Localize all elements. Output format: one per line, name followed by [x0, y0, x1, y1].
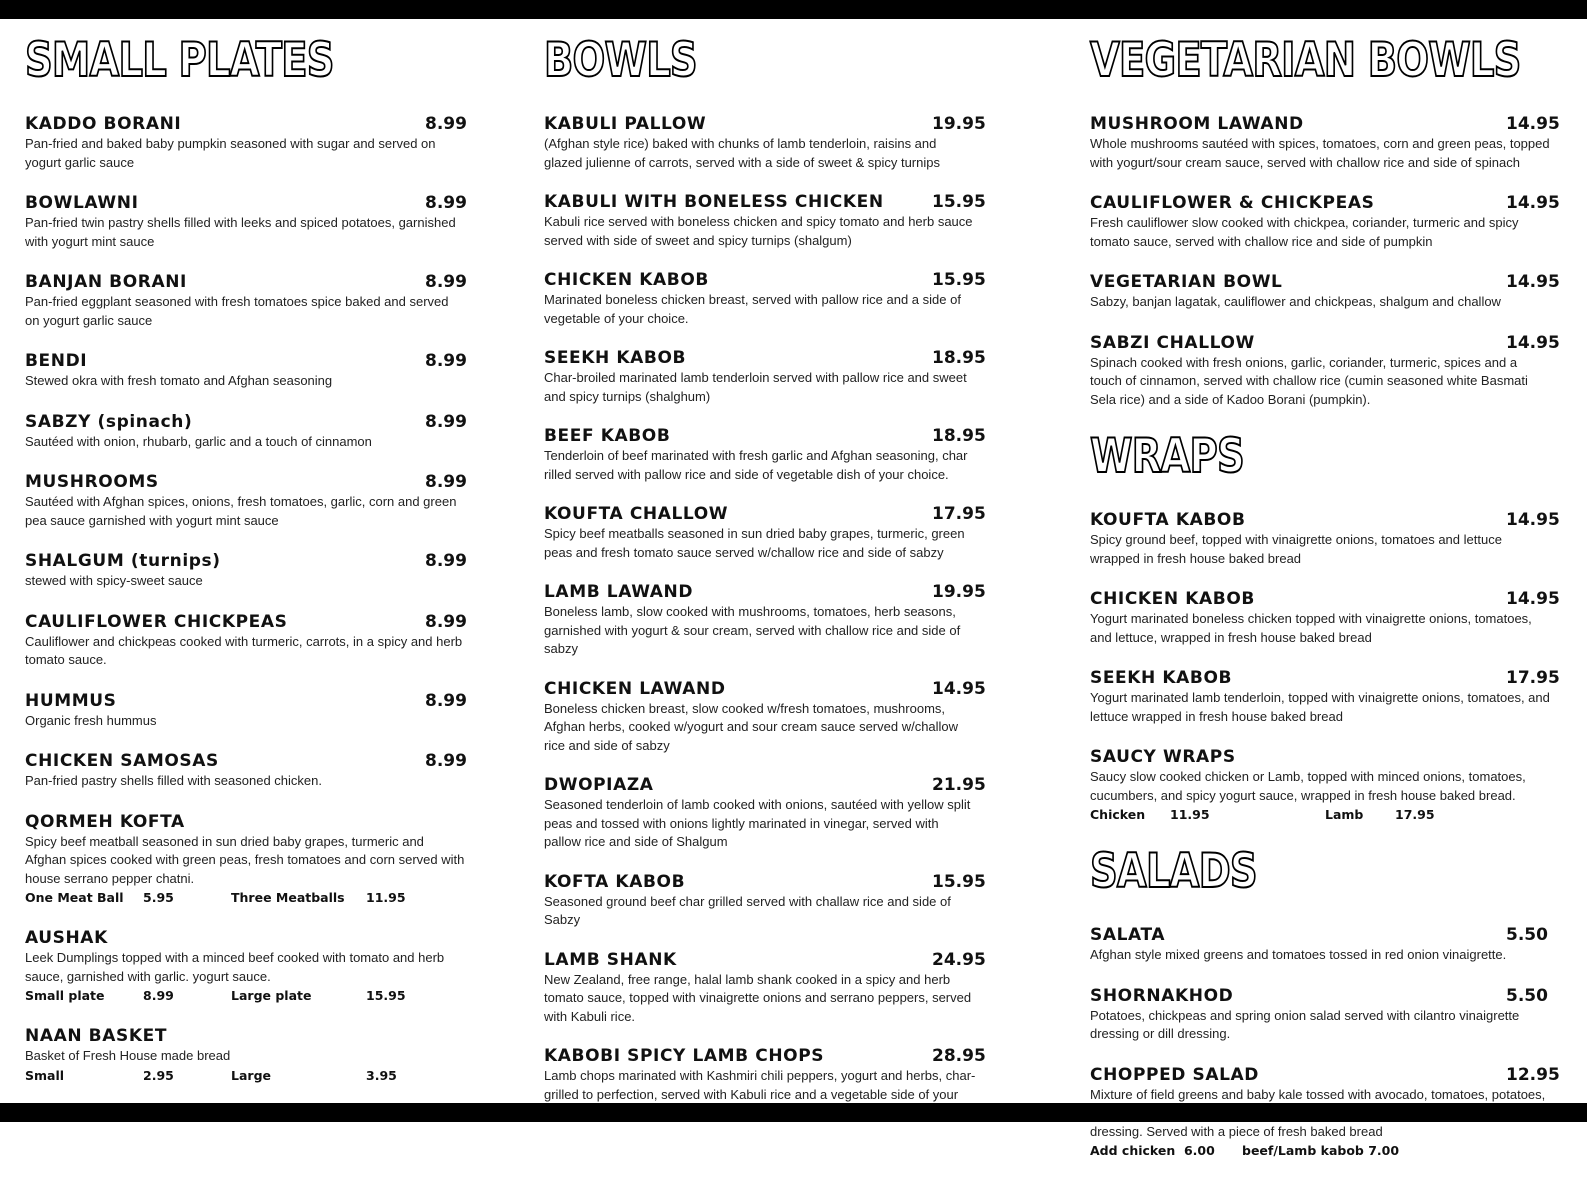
menu-item-header [25, 928, 495, 948]
menu-item [25, 412, 495, 452]
menu-item-price: 18.95 [932, 426, 986, 446]
menu-item-price: 14.95 [1506, 272, 1560, 292]
menu-item-header [544, 775, 994, 795]
menu-item-name: KABULI WITH BONELESS CHICKEN [544, 192, 884, 212]
menu-item-name: CAULIFLOWER CHICKPEAS [25, 611, 288, 632]
menu-item-header [25, 412, 495, 432]
menu-item-header [1090, 333, 1560, 353]
menu-item [1090, 747, 1560, 824]
menu-item-header [544, 582, 994, 602]
menu-item-name: BANJAN BORANI [25, 272, 187, 292]
menu-item-name: MUSHROOMS [25, 472, 159, 492]
menu-item [25, 691, 495, 731]
menu-item-description: Leek Dumplings topped with a minced beef cooked with tomato and herb sauce, garnished with garlic. yogurt sauce. [25, 950, 445, 984]
menu-item-description: stewed with spicy-sweet sauce [25, 573, 203, 588]
menu-item-description: Spicy ground beef, topped with vinaigrette onions, tomatoes and lettuce wrapped in fresh house baked bread [1090, 532, 1502, 566]
menu-item-description: Boneless chicken breast, slow cooked w/fresh tomatoes, mushrooms, Afghan herbs, cooked w/yogurt and sour cream sauce served w/challow rice and side of sabzy [544, 700, 959, 753]
menu-item-name: CHICKEN KABOB [1090, 589, 1255, 609]
menu-item-price: 19.95 [932, 114, 986, 134]
menu-item-description: Stewed okra with fresh tomato and Afghan seasoning [25, 373, 333, 388]
menu-item-header [544, 114, 994, 134]
menu-item-name: SAUCY WRAPS [1090, 747, 1236, 767]
menu-item-description: Afghan style mixed greens and tomatoes tossed in red onion vinaigrette. [1090, 947, 1507, 962]
menu-item-name: KADDO BORANI [25, 114, 182, 134]
menu-item-price: 8.99 [425, 272, 467, 292]
menu-item-name: KOUFTA KABOB [1090, 510, 1246, 530]
menu-item-price: 8.99 [425, 351, 467, 371]
menu-item [1090, 272, 1560, 312]
menu-item-description: Lamb chops marinated with Kashmiri chili peppers, yogurt and herbs, char-grilled to perfection, served with Kabuli rice and a vegetable side of your [544, 1068, 976, 1102]
menu-item-price: 19.95 [932, 582, 986, 602]
menu-item [544, 872, 994, 930]
wraps-list [1090, 510, 1560, 824]
menu-item-header [544, 872, 994, 892]
menu-item-price: 15.95 [932, 270, 986, 290]
menu-item [25, 272, 495, 330]
menu-item-description: Seasoned tenderloin of lamb cooked with onions, sautéed with yellow split peas and tossed with onions lightly marinated in vinegar, served with pallow rice and side of Shalgum [544, 797, 971, 849]
menu-item-addons [1090, 1142, 1560, 1160]
menu-item-price: 14.95 [932, 678, 986, 699]
menu-item-price: 8.99 [425, 193, 467, 213]
menu-item-header [1090, 668, 1560, 688]
menu-item-description: Tenderloin of beef marinated with fresh garlic and Afghan seasoning, char rilled served with pallow rice and side of vegetable dish of your choice. [544, 448, 968, 482]
option-label: One Meat Ball [25, 890, 124, 905]
menu-item-header [25, 812, 495, 832]
option-label: Small plate [25, 988, 105, 1003]
menu-item-header [1090, 510, 1560, 530]
menu-item-description: Marinated boneless chicken breast, served with pallow rice and a side of vegetable of your choice. [544, 292, 961, 326]
menu-item-description: (Afghan style rice) baked with chunks of lamb tenderloin, raisins and glazed julienne of carrots, served with a side of sweet & spicy turnips [544, 136, 940, 170]
menu-item-header [544, 950, 994, 970]
menu-item-name: KABOBI SPICY LAMB CHOPS [544, 1046, 825, 1066]
menu-item-description: Sabzy, banjan lagatak, cauliflower and chickpeas, shalgum and challow [1090, 294, 1501, 309]
option-price: 17.95 [1395, 807, 1435, 822]
menu-item [1090, 925, 1560, 965]
menu-item-description: Seasoned ground beef char grilled served with challaw rice and side of Sabzy [544, 893, 951, 927]
menu-item [544, 950, 994, 1027]
menu-item-name: CHOPPED SALAD [1090, 1064, 1260, 1085]
menu-item-name: KABULI PALLOW [544, 114, 707, 134]
menu-item [1090, 510, 1560, 568]
top-border-bar [0, 0, 1587, 19]
menu-item [544, 270, 994, 328]
menu-item-description: Basket of Fresh House made bread [25, 1048, 231, 1063]
menu-item-header [544, 426, 994, 446]
option-price: 8.99 [143, 988, 174, 1003]
menu-item-header [25, 551, 495, 571]
addon-option: beef/Lamb kabob 7.00 [1242, 1143, 1400, 1158]
menu-item [1090, 668, 1560, 726]
menu-item-name: AUSHAK [25, 928, 108, 948]
wraps-heading: WRAPS [1090, 429, 1244, 484]
menu-item-price: 15.95 [932, 192, 986, 212]
menu-item [25, 812, 495, 908]
option-label: Large plate [231, 988, 312, 1003]
menu-item-description: Spicy beef meatball seasoned in sun dried baby grapes, turmeric and Afghan spices cooked with green peas, fresh tomatoes and corn served with house serrano pepper chatni. [25, 833, 465, 886]
small-plates-column [25, 34, 495, 1106]
menu-item [25, 193, 495, 251]
salads-list [1090, 925, 1560, 1160]
menu-item-price: 18.95 [932, 348, 986, 368]
option-price: 3.95 [366, 1067, 397, 1083]
bottom-border-bar [0, 1103, 1587, 1122]
menu-item-description: Organic fresh hummus [25, 712, 157, 728]
menu-item [544, 426, 994, 484]
menu-item [544, 114, 994, 172]
menu-item-size-options [25, 889, 495, 907]
menu-item-price: 8.99 [425, 411, 467, 432]
menu-item-name: CHICKEN KABOB [544, 270, 709, 290]
menu-item-description: New Zealand, free range, halal lamb shank cooked in a spicy and herb tomato sauce, topped with vinaigrette onions and serrano peppers, served with Kabuli rice. [544, 971, 972, 1024]
menu-item [25, 551, 495, 591]
menu-item-header [544, 1046, 994, 1066]
menu-item-price: 24.95 [932, 949, 986, 970]
option-label: Lamb [1325, 807, 1364, 822]
menu-item-name: CHICKEN LAWAND [544, 678, 726, 699]
menu-item-header [25, 612, 495, 632]
menu-item-price: 17.95 [932, 504, 986, 524]
menu-item-name: HUMMUS [25, 690, 117, 711]
menu-item-name: SEEKH KABOB [1090, 668, 1233, 688]
menu-item-price: 8.99 [425, 611, 467, 632]
option-price: 11.95 [366, 890, 406, 905]
option-label: Three Meatballs [231, 890, 345, 905]
bowls-list [544, 114, 994, 1123]
menu-item [25, 114, 495, 172]
menu-item-price: 5.50 [1506, 985, 1548, 1006]
vegetarian-bowls-list [1090, 114, 1560, 409]
menu-item-price: 8.99 [425, 551, 467, 571]
option-price: 5.95 [143, 890, 174, 905]
menu-item-name: SHORNAKHOD [1090, 985, 1234, 1006]
menu-item [544, 582, 994, 659]
menu-item-header [1090, 925, 1560, 945]
menu-item-name: BOWLAWNI [25, 193, 139, 213]
menu-item-price: 14.95 [1506, 510, 1560, 530]
menu-item-price: 17.95 [1506, 668, 1560, 688]
menu-item-name: SEEKH KABOB [544, 348, 687, 368]
option-price: 15.95 [366, 988, 406, 1003]
menu-item [25, 928, 495, 1005]
menu-item-size-options [25, 987, 495, 1005]
menu-item-price: 8.99 [425, 751, 467, 771]
menu-item-name: VEGETARIAN BOWL [1090, 272, 1283, 292]
menu-item-name: LAMB SHANK [544, 949, 677, 970]
menu-item-header [1090, 114, 1560, 134]
menu-item-price: 28.95 [932, 1046, 986, 1066]
menu-item-description: Pan-fried pastry shells filled with seasoned chicken. [25, 773, 322, 788]
menu-item-name: KOUFTA CHALLOW [544, 504, 729, 524]
menu-item-header [25, 272, 495, 292]
menu-item-price: 14.95 [1506, 114, 1560, 134]
menu-item-header [25, 193, 495, 213]
small-plates-heading: SMALL PLATES [25, 33, 334, 88]
menu-item-size-options [1090, 806, 1560, 824]
menu-item-name: DWOPIAZA [544, 775, 654, 795]
menu-item [544, 679, 994, 756]
menu-item-price: 14.95 [1506, 332, 1560, 353]
menu-item-header [1090, 986, 1560, 1006]
menu-item-description: Pan-fried twin pastry shells filled with leeks and spiced potatoes, garnished with yogurt mint sauce [25, 215, 456, 249]
menu-item [544, 504, 994, 562]
menu-item-price: 12.95 [1506, 1064, 1560, 1085]
menu-item [1090, 589, 1560, 647]
menu-item-price: 5.50 [1506, 925, 1548, 945]
right-column [1090, 34, 1560, 1181]
menu-item-description: Boneless lamb, slow cooked with mushrooms, tomatoes, herb seasons, garnished with yogurt & sour cream, served with challow rice and side of sabzy [544, 604, 961, 656]
option-label: Small [25, 1067, 65, 1083]
vegetarian-bowls-heading: VEGETARIAN BOWLS [1090, 33, 1521, 88]
menu-item [25, 751, 495, 791]
menu-item-size-options [25, 1067, 495, 1085]
menu-item-description: Spinach cooked with fresh onions, garlic, coriander, turmeric, spices and a touch of cinnamon, served with challow rice (cumin seasoned white Basmati Sela rice) and a side of Kadoo Borani (pumpkin). [1090, 354, 1528, 407]
menu-item-price: 8.99 [425, 472, 467, 492]
menu-item-name: BEEF KABOB [544, 426, 671, 446]
menu-item [1090, 114, 1560, 172]
menu-item-name: MUSHROOM LAWAND [1090, 114, 1304, 134]
menu-item [544, 775, 994, 852]
menu-item-description: Yogurt marinated boneless chicken topped with vinaigrette onions, tomatoes, and lettuce, wrapped in fresh house baked bread [1090, 611, 1532, 645]
menu-item-header [25, 114, 495, 134]
salads-heading: SALADS [1090, 844, 1257, 899]
menu-item-header [544, 679, 994, 699]
menu-item-description: Kabuli rice served with boneless chicken and spicy tomato and herb sauce served with side of sweet and spicy turnips (shalgum) [544, 214, 973, 248]
menu-item-header [25, 691, 495, 711]
menu-item-description: Char-broiled marinated lamb tenderloin served with pallow rice and sweet and spicy turnips (shalghum) [544, 370, 967, 404]
option-price: 2.95 [143, 1067, 174, 1083]
menu-item-price: 8.99 [425, 114, 467, 134]
option-label: Large [231, 1067, 271, 1083]
small-plates-list [25, 114, 495, 1085]
bowls-heading: BOWLS [544, 33, 697, 88]
menu-item [25, 351, 495, 391]
menu-item-name: SABZY (spinach) [25, 411, 193, 432]
menu-item-description: Cauliflower and chickpeas cooked with turmeric, carrots, in a spicy and herb tomato sauce. [25, 633, 463, 667]
menu-item-description: Yogurt marinated lamb tenderloin, topped with vinaigrette onions, tomatoes, and lettuce wrapped in fresh house baked bread [1090, 690, 1550, 724]
menu-item-name: LAMB LAWAND [544, 582, 694, 602]
bowls-column [544, 34, 994, 1143]
menu-item-name: KOFTA KABOB [544, 871, 686, 892]
menu-item-description: Saucy slow cooked chicken or Lamb, topped with minced onions, tomatoes, cucumbers, and spicy yogurt sauce, wrapped in fresh house baked bread. [1090, 769, 1526, 803]
menu-item [1090, 986, 1560, 1044]
menu-item-header [1090, 193, 1560, 213]
menu-item-header [544, 270, 994, 290]
menu-item [25, 612, 495, 670]
menu-item-header [25, 351, 495, 371]
menu-item-header [544, 192, 994, 212]
menu-item-header [1090, 272, 1560, 292]
menu-item-name: SABZI CHALLOW [1090, 332, 1255, 353]
menu-item-description: Whole mushrooms sautéed with spices, tomatoes, corn and green peas, topped with yogurt/sour cream sauce, served with challow rice and side of spinach [1090, 136, 1550, 170]
menu-item-price: 14.95 [1506, 193, 1560, 213]
menu-item [25, 472, 495, 530]
menu-item-name: BENDI [25, 351, 88, 371]
menu-item-price: 14.95 [1506, 589, 1560, 609]
menu-item-header [25, 472, 495, 492]
menu-item [25, 1026, 495, 1085]
menu-item-name: SHALGUM (turnips) [25, 551, 221, 571]
menu-item-price: 15.95 [932, 871, 986, 892]
menu-item-name: NAAN BASKET [25, 1026, 168, 1046]
menu-item-header [544, 504, 994, 524]
menu-item-name: CAULIFLOWER & CHICKPEAS [1090, 193, 1375, 213]
option-price: 11.95 [1170, 807, 1210, 822]
menu-item-header [1090, 747, 1560, 767]
menu-item [1090, 333, 1560, 410]
menu-item-description: Pan-fried eggplant seasoned with fresh tomatoes spice baked and served on yogurt garlic sauce [25, 294, 449, 328]
menu-item-name: CHICKEN SAMOSAS [25, 751, 219, 771]
addon-option: Add chicken 6.00 [1090, 1143, 1215, 1158]
menu-item-header [25, 1026, 495, 1046]
menu-item-description: Spicy beef meatballs seasoned in sun dried baby grapes, turmeric, green peas and fresh tomato sauce served w/challow rice and side of sabzy [544, 526, 965, 560]
menu-item-description: Sautéed with Afghan spices, onions, fresh tomatoes, garlic, corn and green pea sauce garnished with yogurt mint sauce [25, 494, 457, 528]
menu-item-description: Mixture of field greens and baby kale tossed with avocado, tomatoes, potatoes, dressing. Served with a piece of fresh baked bread [1090, 1086, 1546, 1139]
menu-item-header [544, 348, 994, 368]
menu-item-price: 21.95 [932, 775, 986, 795]
menu-item [544, 348, 994, 406]
menu-item-header [1090, 1065, 1560, 1085]
menu-item-description: Fresh cauliflower slow cooked with chickpea, coriander, turmeric and spicy tomato sauce, served with challow rice and side of pumpkin [1090, 215, 1519, 249]
menu-item-name: SALATA [1090, 925, 1166, 945]
menu-item-description: Pan-fried and baked baby pumpkin seasoned with sugar and served on yogurt garlic sauce [25, 136, 436, 170]
menu-item-description: Potatoes, chickpeas and spring onion salad served with cilantro vinaigrette dressing or dill dressing. [1090, 1007, 1520, 1041]
menu-item-header [25, 751, 495, 771]
menu-item-price: 8.99 [425, 690, 467, 711]
menu-item [1090, 193, 1560, 251]
menu-item-header [1090, 589, 1560, 609]
menu-item-description: Sautéed with onion, rhubarb, garlic and a touch of cinnamon [25, 433, 372, 449]
option-label: Chicken [1090, 807, 1146, 822]
menu-item-name: QORMEH KOFTA [25, 811, 185, 832]
menu-item [544, 192, 994, 250]
